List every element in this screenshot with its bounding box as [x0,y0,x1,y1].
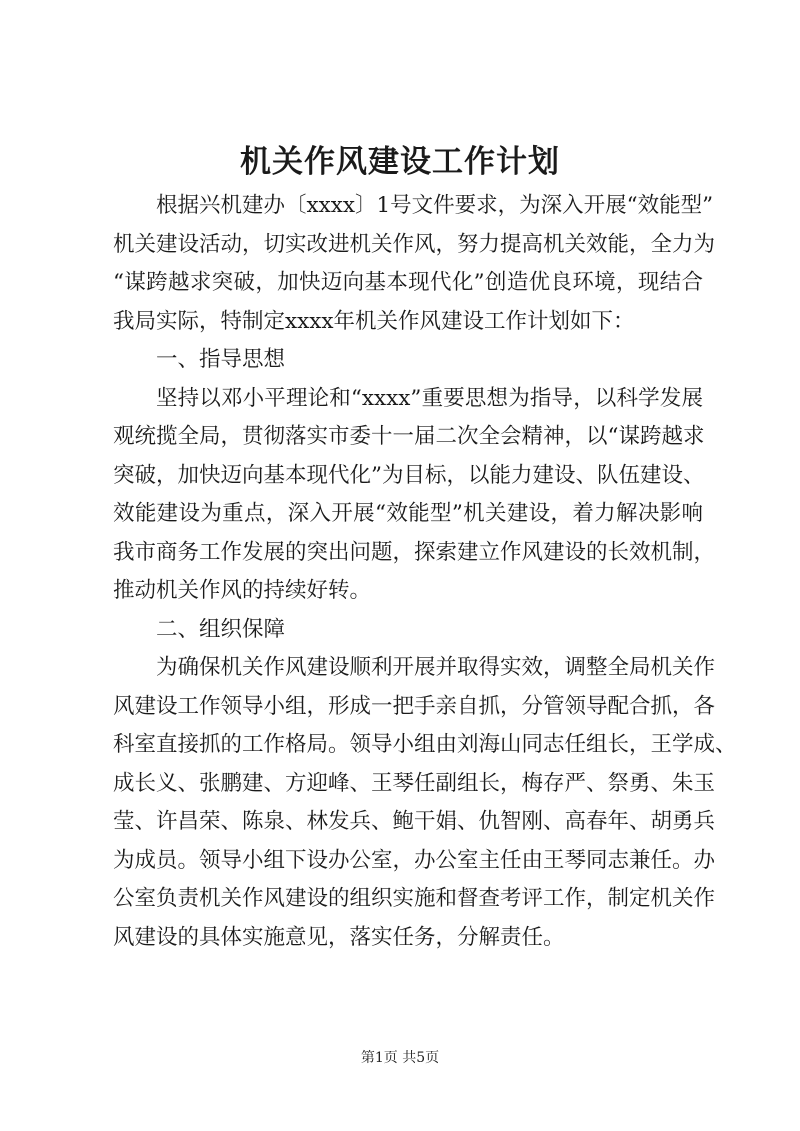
paragraph-line: 坚持以邓小平理论和“xxxx”重要思想为指导，以科学发展 [156,385,703,411]
paragraph-line: 风建设工作领导小组，形成一把手亲自抓，分管领导配合抓，各 [113,693,716,719]
paragraph-line: 突破，加快迈向基本现代化”为目标，以能力建设、队伍建设、 [113,462,705,488]
paragraph-line: “谋跨越求突破，加快迈向基本现代化”创造优良环境，现结合 [113,270,703,295]
section-heading: 二、组织保障 [156,616,286,642]
paragraph-line: 我局实际，特制定xxxx年机关作风建设工作计划如下： [113,308,635,334]
paragraph-line: 我市商务工作发展的突出问题，探索建立作风建设的长效机制， [113,539,716,565]
paragraph-line: 风建设的具体实施意见，落实任务，分解责任。 [113,924,565,950]
paragraph-line: 成长义、张鹏建、方迎峰、王琴任副组长，梅存严、祭勇、朱玉 [113,770,716,796]
paragraph-line: 为成员。领导小组下设办公室，办公室主任由王琴同志兼任。办 [113,847,716,873]
paragraph-line: 科室直接抓的工作格局。领导小组由刘海山同志任组长，王学成、 [113,732,737,757]
paragraph-line: 机关建设活动，切实改进机关作风，努力提高机关效能，全力为 [113,231,716,257]
paragraph-line: 根据兴机建办〔xxxx〕1号文件要求，为深入开展“效能型” [156,193,714,218]
section-heading: 一、指导思想 [156,347,286,372]
paragraph-line: 推动机关作风的持续好转。 [113,578,372,603]
paragraph-line: 莹、许昌荣、陈泉、林发兵、鲍干娟、仇智刚、高春年、胡勇兵 [113,809,716,834]
document-body [113,187,737,957]
paragraph-line: 为确保机关作风建设顺利开展并取得实效，调整全局机关作 [156,655,716,680]
paragraph-line: 观统揽全局，贯彻落实市委十一届二次全会精神，以“谋跨越求 [113,424,705,449]
page-number-footer: 第1页 共5页 [360,1050,440,1066]
document-title: 机关作风建设工作计划 [240,144,560,180]
paragraph-line: 效能建设为重点，深入开展“效能型”机关建设，着力解决影响 [113,501,703,526]
paragraph-line: 公室负责机关作风建设的组织实施和督查考评工作，制定机关作 [113,886,716,911]
